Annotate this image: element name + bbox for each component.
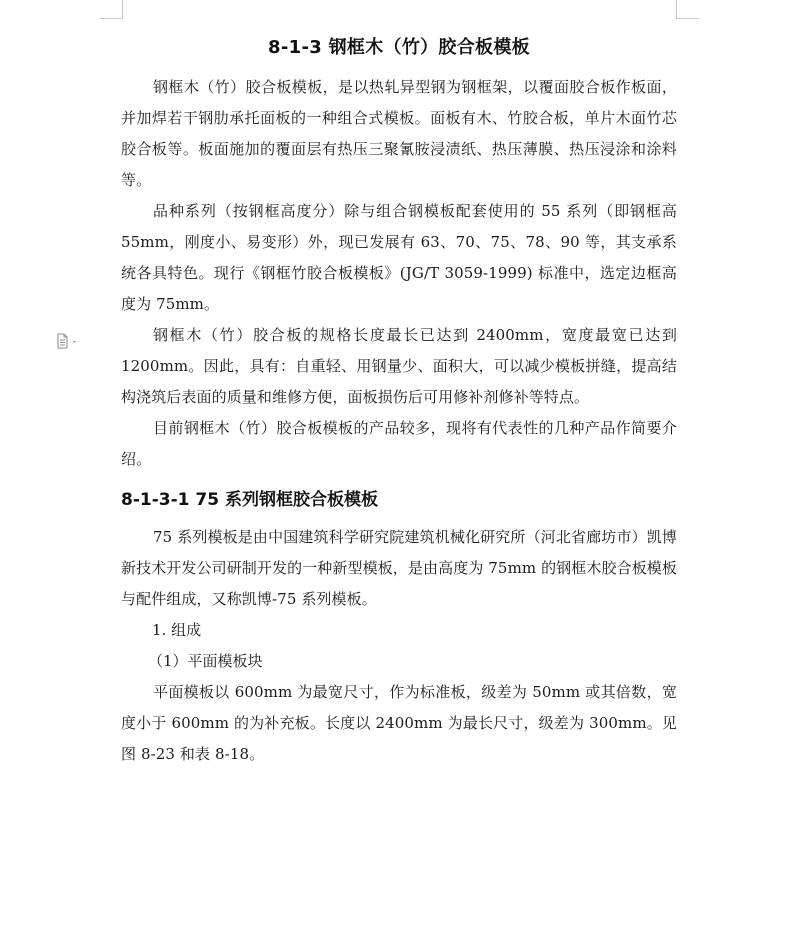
list-item-composition: 1. 组成 — [152, 621, 202, 639]
paragraph-intro-1: 钢框木（竹）胶合板模板，是以热轧异型钢为钢框架，以覆面胶合板作板面，并加焊若干钢肋承托面板的一种组合式模板。面板有木、竹胶合板，单片木面竹芯胶合板等。板面施加的覆面层有热压三聚氰胺浸渍纸、热压薄膜、热压浸涂和涂料等。 — [121, 78, 677, 189]
document-body — [121, 32, 677, 770]
chevron-down-icon — [73, 341, 76, 343]
paragraph-intro-3: 钢框木（竹）胶合板的规格长度最长已达到 2400mm，宽度最宽已达到 1200mm。因此，具有：自重轻、用钢量少、面积大，可以减少模板拼缝，提高结构浇筑后表面的质量和维修方便，面板损伤后可用修补剂修补等特点。 — [121, 326, 677, 406]
paragraph-intro-4: 目前钢框木（竹）胶合板模板的产品较多，现将有代表性的几种产品作简要介绍。 — [121, 419, 677, 468]
paragraph-final: 平面模板以 600mm 为最宽尺寸，作为标准板，级差为 50mm 或其倍数，宽度小于 600mm 的为补充板。长度以 2400mm 为最长尺寸，级差为 300mm。见图 8-23 和表 8-18。 — [121, 683, 677, 763]
paragraph-intro-2: 品种系列（按钢框高度分）除与组合钢模板配套使用的 55 系列（即钢框高 55mm，刚度小、易变形）外，现已发展有 63、70、75、78、90 等，其支承系统各具特色。现行《钢框竹胶合板模板》(JG/T 3059-1999) 标准中，选定边框高度为 75mm。 — [121, 202, 677, 313]
crop-mark-top-right — [676, 0, 699, 19]
paragraph-section: 75 系列模板是由中国建筑科学研究院建筑机械化研究所（河北省廊坊市）凯博新技术开发公司研制开发的一种新型模板，是由高度为 75mm 的钢框木胶合板模板与配件组成，又称凯博-75 系列模板。 — [121, 528, 677, 608]
page-title: 8-1-3 钢框木（竹）胶合板模板 — [268, 37, 530, 58]
list-item-flat-panel: （1）平面模板块 — [148, 652, 263, 670]
section-heading: 8-1-3-1 75 系列钢框胶合板模板 — [121, 490, 378, 510]
crop-mark-top-left — [100, 0, 123, 19]
document-icon[interactable] — [56, 333, 84, 349]
